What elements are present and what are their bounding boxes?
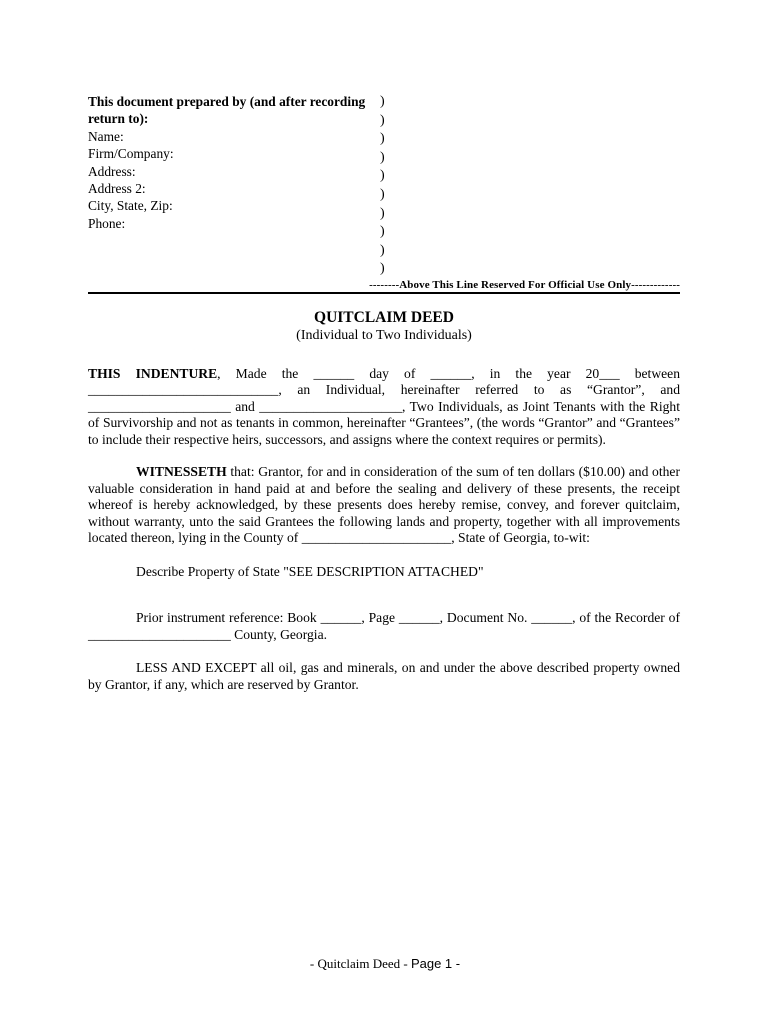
- text-run: , of the Recorder of: [572, 610, 680, 626]
- prepared-by-heading: This document prepared by (and after recording return to):: [88, 94, 366, 127]
- blank-field[interactable]: ___: [599, 365, 620, 381]
- field-label-phone: Phone:: [88, 215, 126, 231]
- text-run: , an Individual, hereinafter referred to as “Grantor”, and: [278, 382, 680, 398]
- footer-page-label: Page 1 -: [410, 956, 461, 971]
- text-run: between: [619, 365, 680, 381]
- paren-glyph: ): [380, 186, 385, 202]
- paren-glyph: ): [380, 168, 385, 184]
- paren-glyph: ): [380, 242, 385, 258]
- blank-field[interactable]: ______: [398, 610, 440, 626]
- page-footer: [0, 956, 770, 972]
- text-run: and: [230, 398, 260, 414]
- paragraph-describe-property: Describe Property of State "SEE DESCRIPTION ATTACHED": [136, 563, 484, 579]
- text-run: , Made the: [217, 365, 314, 381]
- paren-glyph: ): [380, 261, 385, 277]
- text-run: Prior instrument reference: Book: [136, 610, 321, 626]
- bold-text-run: THIS INDENTURE: [88, 365, 218, 381]
- blank-field[interactable]: _____________________: [88, 398, 231, 414]
- paren-glyph: ): [380, 131, 385, 147]
- text-run: day of: [354, 365, 431, 381]
- blank-field[interactable]: ______________________: [301, 530, 452, 546]
- field-label-firm-company: Firm/Company:: [88, 146, 174, 162]
- blank-field[interactable]: ______: [313, 365, 355, 381]
- paren-glyph: ): [380, 205, 385, 221]
- text-run: , State of Georgia, to-wit:: [451, 530, 590, 546]
- text-run: , Page: [361, 610, 399, 626]
- paragraph-witnesseth: [88, 464, 680, 547]
- paragraph-indenture: [88, 366, 680, 449]
- blank-field[interactable]: ______: [531, 610, 573, 626]
- bold-text-run: WITNESSETH: [136, 464, 227, 480]
- field-label-city-state-zip: City, State, Zip:: [88, 198, 173, 214]
- field-label-address: Address:: [88, 163, 136, 179]
- page-content: [88, 93, 680, 693]
- paren-glyph: ): [380, 94, 385, 109]
- blank-field[interactable]: ____________________________: [88, 382, 279, 398]
- blank-field[interactable]: _____________________: [88, 626, 231, 642]
- blank-field[interactable]: ______: [320, 610, 362, 626]
- footer-doc-label: - Quitclaim Deed -: [309, 956, 411, 971]
- paragraph-less-and-except: LESS AND EXCEPT all oil, gas and minerals, on and under the above described property owned by Grantor, if any, which are reserved by Grantor.: [88, 660, 680, 692]
- document-subtitle: (Individual to Two Individuals): [296, 327, 472, 343]
- official-use-paren-column: [380, 93, 385, 279]
- text-run: , Two Individuals, as Joint Tenants with the Right of Survivorship and not as tenants in common, hereinafter “Grantees”, (the words “Grantor” and “Grantees” to include their respective heirs, successors, and assigns where the context requires or permits).: [88, 398, 680, 447]
- text-run: , Document No.: [439, 610, 532, 626]
- text-run: County, Georgia.: [230, 626, 328, 642]
- paren-glyph: ): [380, 112, 385, 128]
- prepared-by-labels: [88, 93, 380, 232]
- blank-field[interactable]: ______: [430, 365, 472, 381]
- field-label-address-2: Address 2:: [88, 181, 146, 197]
- reserved-line-note: --------Above This Line Reserved For Official Use Only-------------: [369, 278, 680, 291]
- field-label-name: Name:: [88, 128, 124, 144]
- text-run: that: Grantor, for and in consideration of the sum of ten dollars ($10.00) and other valuable consideration in hand paid at and before the sealing and delivery of these presents, the receipt whereof is hereby acknowledged, by these presents does hereby remise, convey, and forever quitclaim, without warranty, unto the said Grantees the following lands and property, together with all improvements located thereon, lying in the County of: [88, 464, 680, 546]
- paren-glyph: ): [380, 149, 385, 165]
- paragraph-prior-instrument: [88, 610, 680, 643]
- header-divider: [88, 292, 680, 294]
- document-title: QUITCLAIM DEED: [314, 308, 454, 326]
- blank-field[interactable]: _____________________: [259, 398, 403, 414]
- paren-glyph: ): [380, 224, 385, 240]
- prepared-by-block: [88, 93, 680, 279]
- text-run: , in the year 20: [471, 365, 600, 381]
